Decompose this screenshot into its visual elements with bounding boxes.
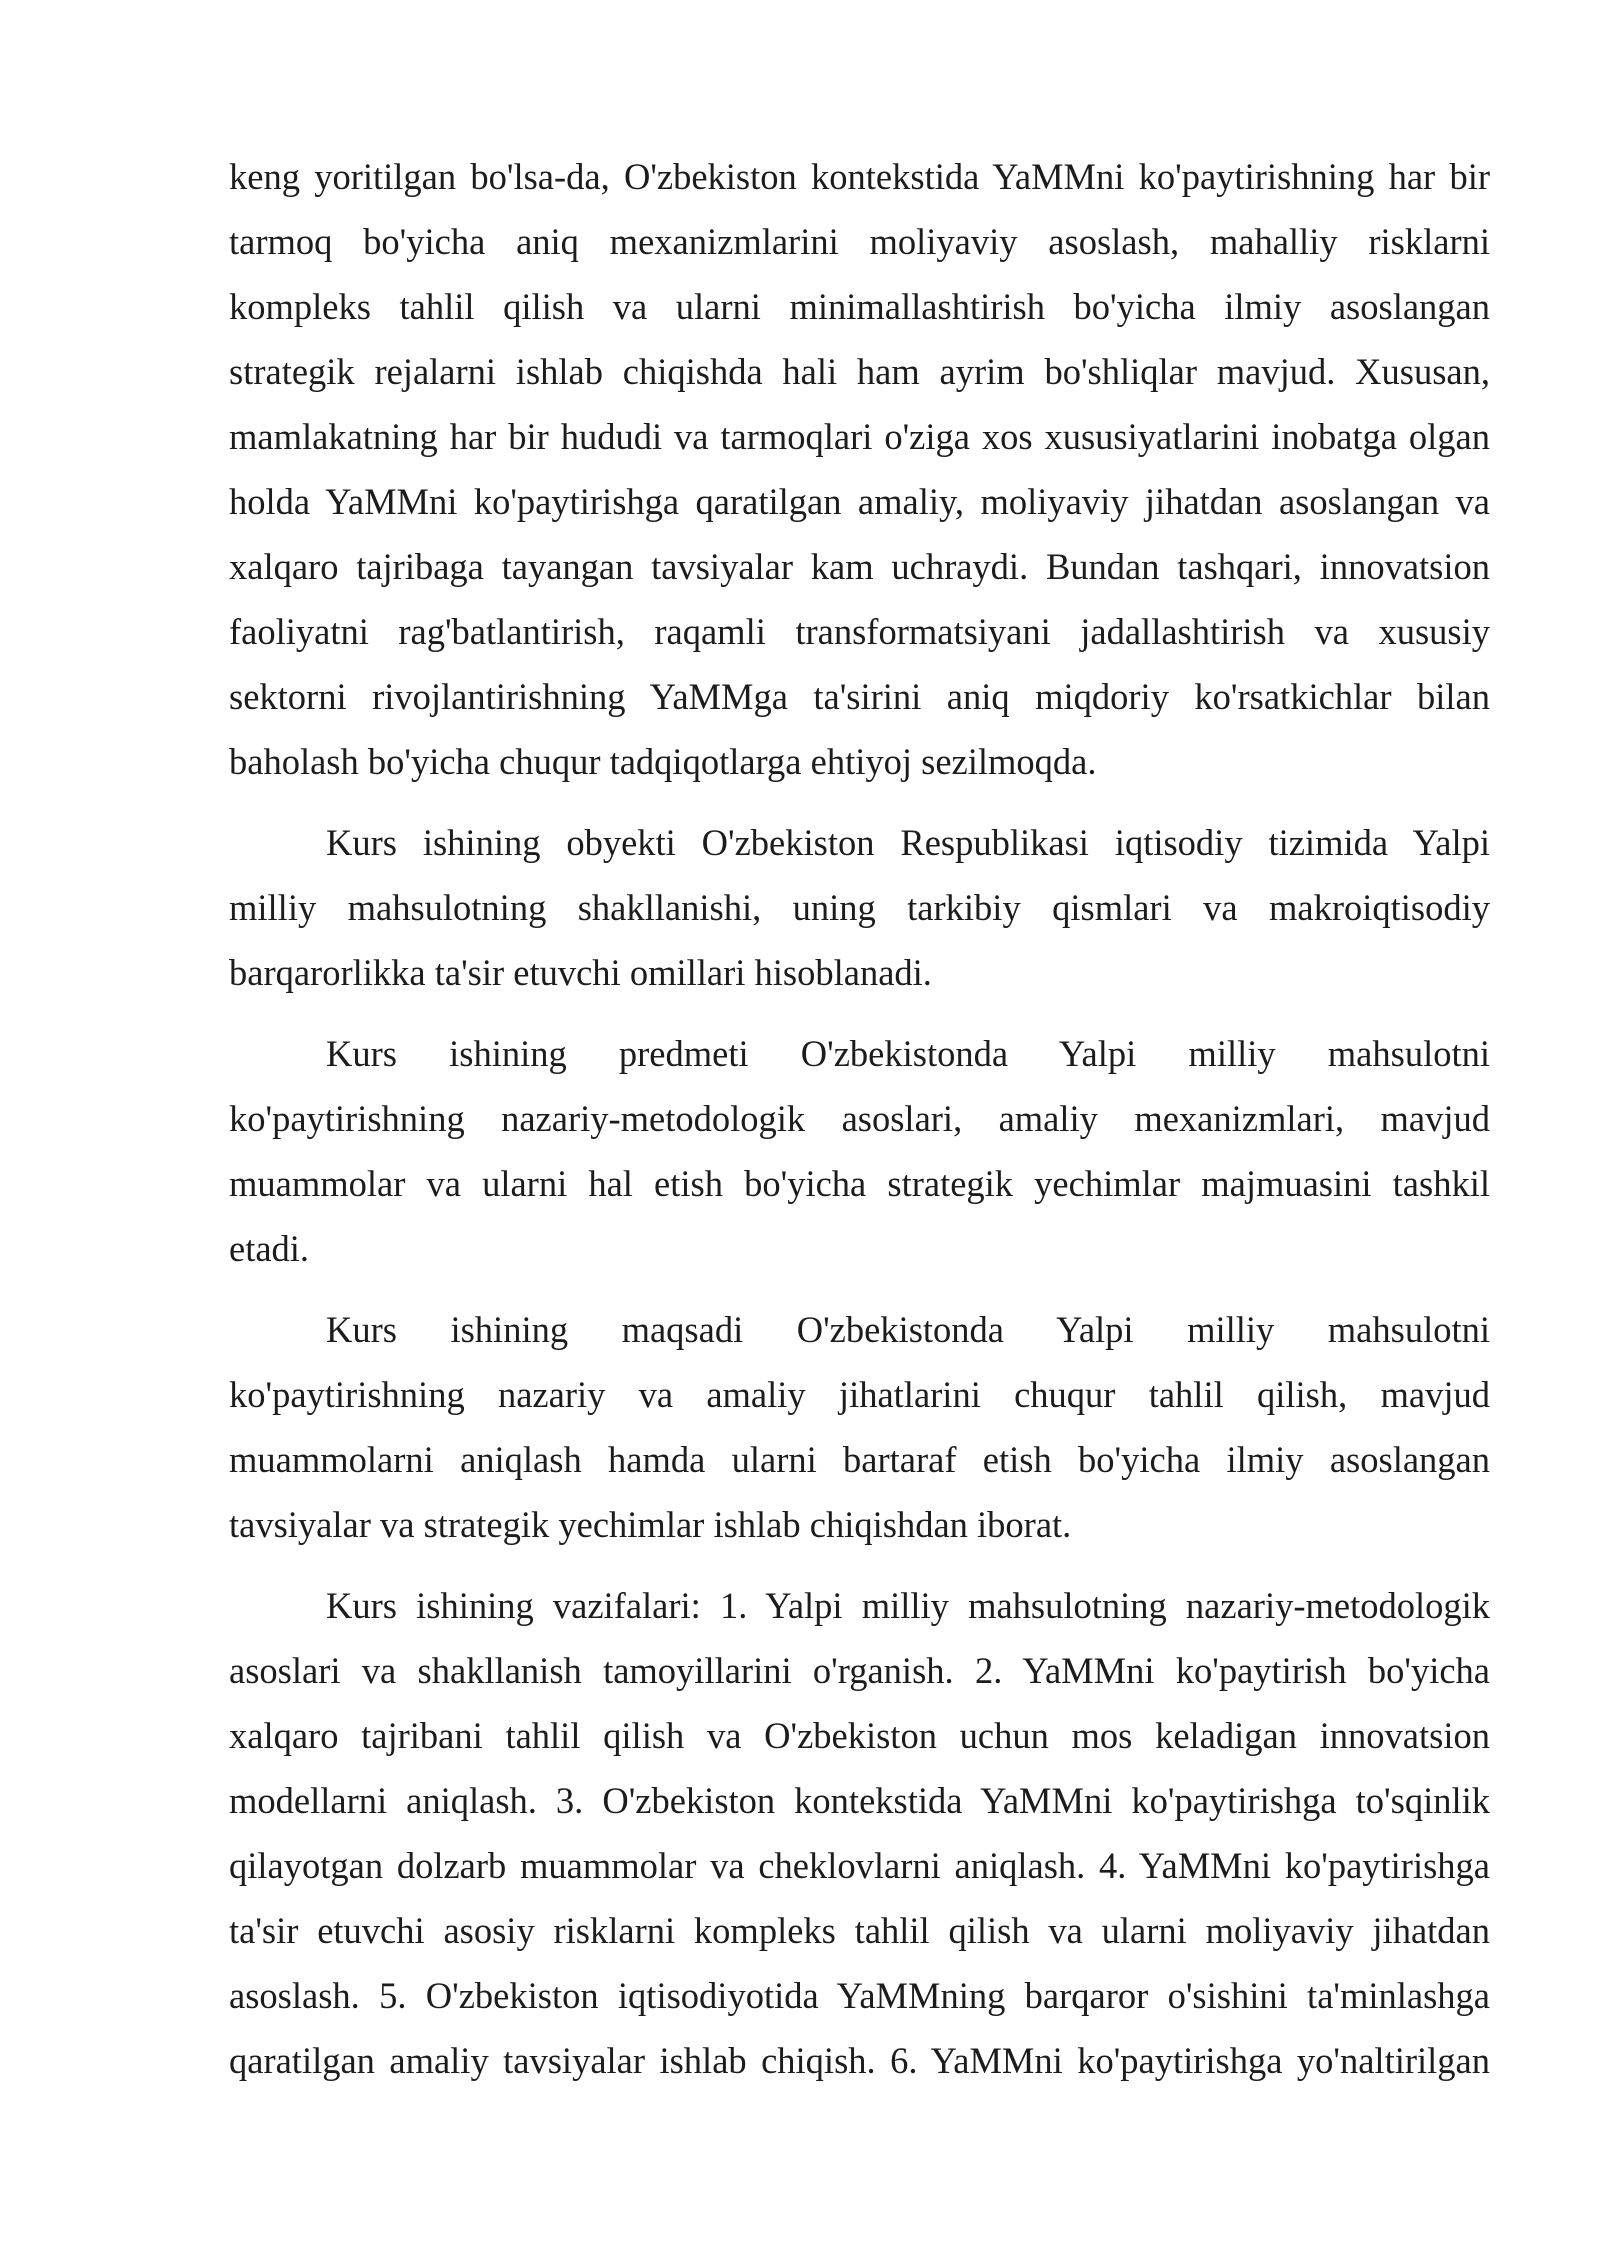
text-line: Kurs ishining predmeti O'zbekistonda Yalpi milliy mahsulotni (326, 1033, 1490, 1074)
text-line: muammolar va ularni hal etish bo'yicha strategik yechimlar majmuasini tashkil (229, 1163, 1490, 1204)
text-line: modellarni aniqlash. 3. O'zbekiston kontekstida YaMMni ko'paytirishga to'sqinlik (229, 1780, 1490, 1821)
paragraph-research-subject (229, 1021, 1490, 1281)
text-line: etadi. (229, 1228, 310, 1269)
text-line: tarmoq bo'yicha aniq mexanizmlarini moliyaviy asoslash, mahalliy risklarni (229, 221, 1490, 262)
paragraph-research-object (229, 810, 1490, 1005)
text-line: ko'paytirishning nazariy-metodologik asoslari, amaliy mexanizmlari, mavjud (229, 1098, 1490, 1139)
text-line: muammolarni aniqlash hamda ularni bartaraf etish bo'yicha ilmiy asoslangan (229, 1439, 1490, 1480)
text-line: mamlakatning har bir hududi va tarmoqlari o'ziga xos xususiyatlarini inobatga olgan (229, 416, 1490, 457)
text-line: xalqaro tajribani tahlil qilish va O'zbekiston uchun mos keladigan innovatsion (229, 1715, 1490, 1756)
text-line: Kurs ishining obyekti O'zbekiston Respublikasi iqtisodiy tizimida Yalpi (326, 822, 1490, 863)
text-line: Kurs ishining maqsadi O'zbekistonda Yalpi milliy mahsulotni (326, 1309, 1490, 1350)
text-line: qilayotgan dolzarb muammolar va cheklovlarni aniqlash. 4. YaMMni ko'paytirishga (229, 1845, 1490, 1886)
text-line: qaratilgan amaliy tavsiyalar ishlab chiqish. 6. YaMMni ko'paytirishga yo'naltirilgan (229, 2040, 1490, 2081)
text-line: ko'paytirishning nazariy va amaliy jihatlarini chuqur tahlil qilish, mavjud (229, 1374, 1490, 1415)
text-line: asoslari va shakllanish tamoyillarini o'rganish. 2. YaMMni ko'paytirish bo'yicha (229, 1650, 1490, 1691)
text-line: asoslash. 5. O'zbekiston iqtisodiyotida YaMMning barqaror o'sishini ta'minlashga (229, 1975, 1490, 2016)
text-line: kompleks tahlil qilish va ularni minimallashtirish bo'yicha ilmiy asoslangan (229, 286, 1490, 327)
text-line: faoliyatni rag'batlantirish, raqamli transformatsiyani jadallashtirish va xususiy (229, 611, 1490, 652)
text-line: holda YaMMni ko'paytirishga qaratilgan amaliy, moliyaviy jihatdan asoslangan va (229, 481, 1490, 522)
text-line: tavsiyalar va strategik yechimlar ishlab chiqishdan iborat. (229, 1504, 1072, 1545)
paragraph-research-tasks (229, 1573, 1490, 2093)
paragraph-research-goal (229, 1297, 1490, 1557)
paragraph-continued-intro (229, 144, 1490, 794)
text-line: barqarorlikka ta'sir etuvchi omillari hisoblanadi. (229, 952, 932, 993)
body-text (229, 144, 1490, 2093)
text-line: Kurs ishining vazifalari: 1. Yalpi milliy mahsulotning nazariy-metodologik (326, 1585, 1490, 1626)
text-line: xalqaro tajribaga tayangan tavsiyalar kam uchraydi. Bundan tashqari, innovatsion (229, 546, 1490, 587)
text-line: sektorni rivojlantirishning YaMMga ta'sirini aniq miqdoriy ko'rsatkichlar bilan (229, 676, 1490, 717)
text-line: keng yoritilgan bo'lsa-da, O'zbekiston kontekstida YaMMni ko'paytirishning har bir (229, 156, 1490, 197)
text-line: milliy mahsulotning shakllanishi, uning tarkibiy qismlari va makroiqtisodiy (229, 887, 1490, 928)
text-line: baholash bo'yicha chuqur tadqiqotlarga ehtiyoj sezilmoqda. (229, 741, 1097, 782)
text-line: ta'sir etuvchi asosiy risklarni kompleks tahlil qilish va ularni moliyaviy jihatdan (229, 1910, 1490, 1951)
text-line: strategik rejalarni ishlab chiqishda hali ham ayrim bo'shliqlar mavjud. Xususan, (229, 351, 1490, 392)
